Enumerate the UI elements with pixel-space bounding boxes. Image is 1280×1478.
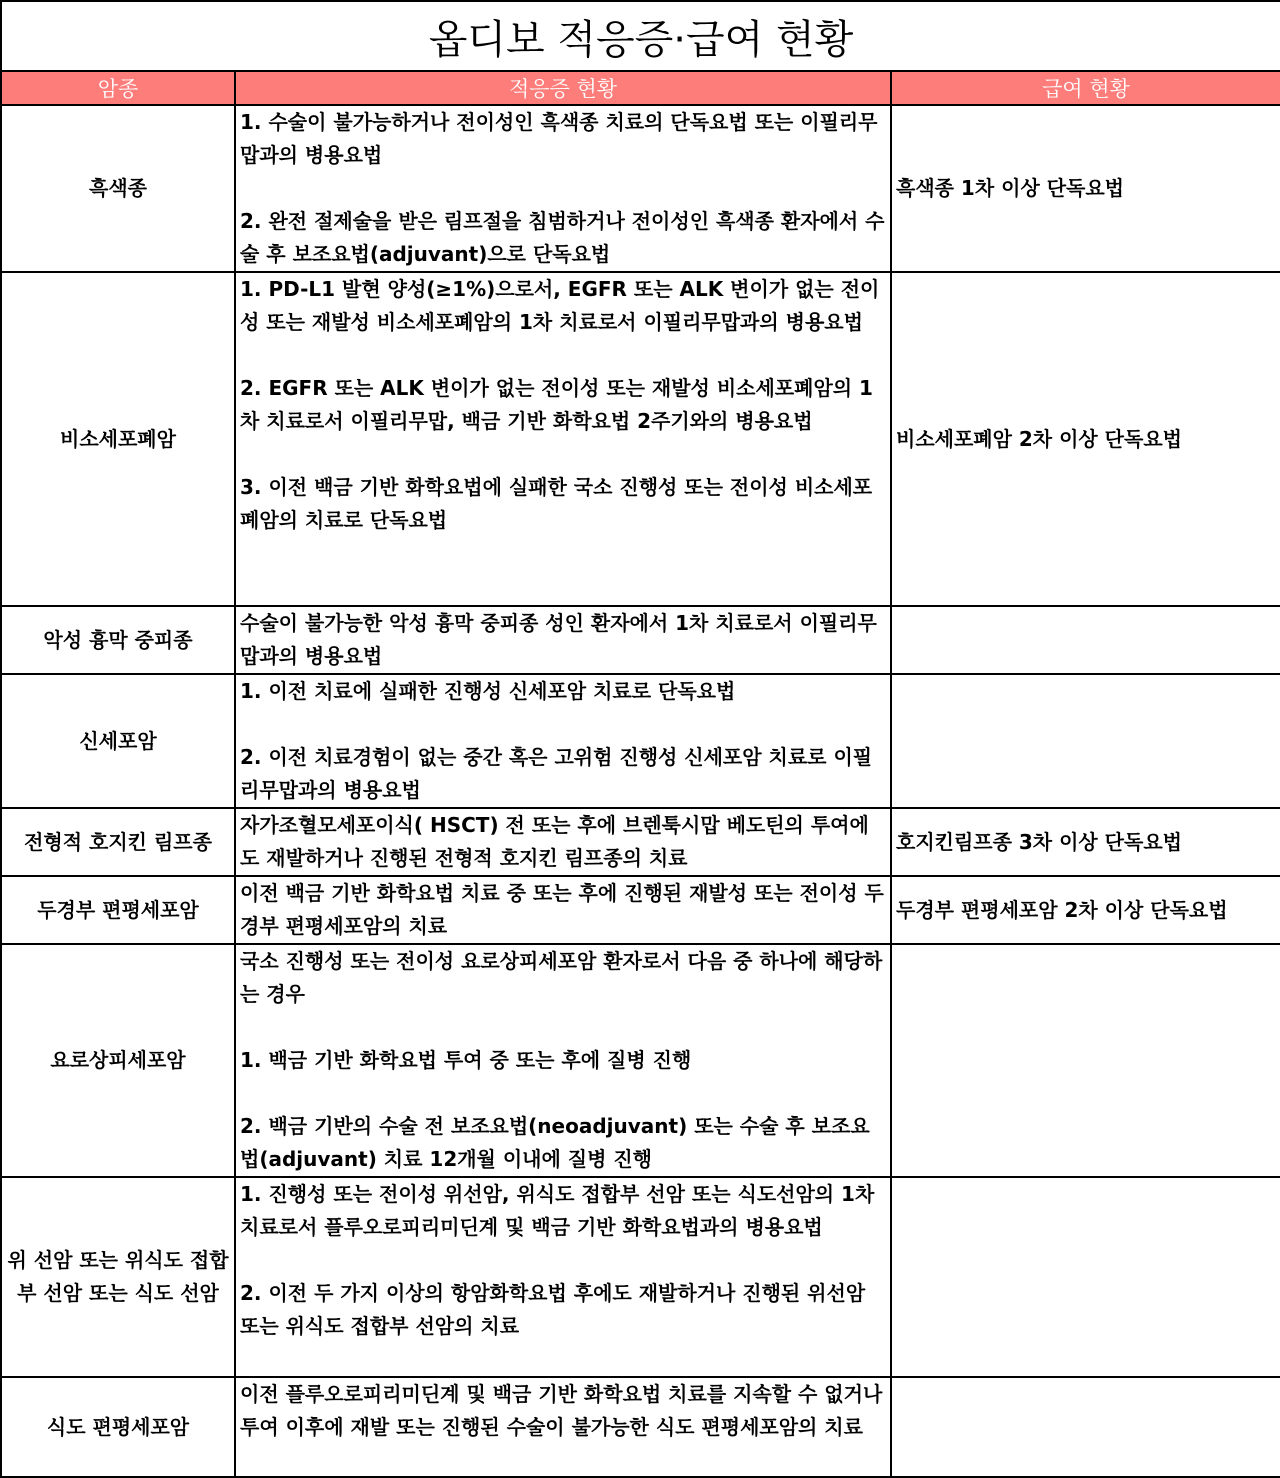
insurance-cell (891, 1377, 1280, 1477)
table-row (1, 808, 1280, 876)
cancer-type-cell: 비소세포폐암 (1, 272, 235, 606)
insurance-cell: 비소세포폐암 2차 이상 단독요법 (891, 272, 1280, 606)
cancer-type-cell: 전형적 호지킨 림프종 (1, 808, 235, 876)
header-row (1, 71, 1280, 105)
table-row (1, 876, 1280, 944)
cancer-type-cell: 악성 흉막 중피종 (1, 606, 235, 674)
insurance-cell: 호지킨림프종 3차 이상 단독요법 (891, 808, 1280, 876)
insurance-cell: 두경부 편평세포암 2차 이상 단독요법 (891, 876, 1280, 944)
insurance-cell (891, 944, 1280, 1177)
indication-cell: 1. 수술이 불가능하거나 전이성인 흑색종 치료의 단독요법 또는 이필리무맙과의 병용요법 2. 완전 절제술을 받은 림프절을 침범하거나 전이성인 흑색종 환자에서 수술 후 보조요법(adjuvant)으로 단독요법 (235, 105, 891, 272)
header-cancer: 암종 (1, 71, 235, 105)
cancer-type-cell: 두경부 편평세포암 (1, 876, 235, 944)
table-row (1, 105, 1280, 272)
table-row (1, 674, 1280, 808)
insurance-cell (891, 674, 1280, 808)
table-row (1, 944, 1280, 1177)
indication-cell: 수술이 불가능한 악성 흉막 중피종 성인 환자에서 1차 치료로서 이필리무맙과의 병용요법 (235, 606, 891, 674)
page-title: 옵디보 적응증·급여 현황 (1, 1, 1280, 71)
indication-cell: 1. 진행성 또는 전이성 위선암, 위식도 접합부 선암 또는 식도선암의 1차 치료로서 플루오로피리미딘계 및 백금 기반 화학요법과의 병용요법 2. 이전 두 가지 이상의 항암화학요법 후에도 재발하거나 진행된 위선암 또는 위식도 접합부 선암의 치료 (235, 1177, 891, 1377)
table-row (1, 606, 1280, 674)
cancer-type-cell: 흑색종 (1, 105, 235, 272)
indication-cell: 1. 이전 치료에 실패한 진행성 신세포암 치료로 단독요법 2. 이전 치료경험이 없는 중간 혹은 고위험 진행성 신세포암 치료로 이필리무맙과의 병용요법 (235, 674, 891, 808)
header-indication: 적응증 현황 (235, 71, 891, 105)
insurance-cell: 흑색종 1차 이상 단독요법 (891, 105, 1280, 272)
table-row (1, 272, 1280, 606)
indication-cell: 1. PD-L1 발현 양성(≥1%)으로서, EGFR 또는 ALK 변이가 없는 전이성 또는 재발성 비소세포폐암의 1차 치료로서 이필리무맙과의 병용요법 2. EGFR 또는 ALK 변이가 없는 전이성 또는 재발성 비소세포폐암의 1차 치료로서 이필리무맙, 백금 기반 화학요법 2주기와의 병용요법 3. 이전 백금 기반 화학요법에 실패한 국소 진행성 또는 전이성 비소세포폐암의 치료로 단독요법 (235, 272, 891, 606)
header-insurance: 급여 현황 (891, 71, 1280, 105)
title-row (1, 1, 1280, 71)
cancer-type-cell: 요로상피세포암 (1, 944, 235, 1177)
table-row (1, 1177, 1280, 1377)
table-row (1, 1377, 1280, 1477)
insurance-cell (891, 606, 1280, 674)
indication-cell: 이전 플루오로피리미딘계 및 백금 기반 화학요법 치료를 지속할 수 없거나 투여 이후에 재발 또는 진행된 수술이 불가능한 식도 편평세포암의 치료 (235, 1377, 891, 1477)
cancer-type-cell: 신세포암 (1, 674, 235, 808)
cancer-type-cell: 위 선암 또는 위식도 접합부 선암 또는 식도 선암 (1, 1177, 235, 1377)
indication-cell: 이전 백금 기반 화학요법 치료 중 또는 후에 진행된 재발성 또는 전이성 두경부 편평세포암의 치료 (235, 876, 891, 944)
cancer-type-cell: 식도 편평세포암 (1, 1377, 235, 1477)
insurance-cell (891, 1177, 1280, 1377)
indication-cell: 국소 진행성 또는 전이성 요로상피세포암 환자로서 다음 중 하나에 해당하는 경우 1. 백금 기반 화학요법 투여 중 또는 후에 질병 진행 2. 백금 기반의 수술 전 보조요법(neoadjuvant) 또는 수술 후 보조요법(adjuvant) 치료 12개월 이내에 질병 진행 (235, 944, 891, 1177)
indication-cell: 자가조혈모세포이식( HSCT) 전 또는 후에 브렌툭시맙 베도틴의 투여에도 재발하거나 진행된 전형적 호지킨 림프종의 치료 (235, 808, 891, 876)
